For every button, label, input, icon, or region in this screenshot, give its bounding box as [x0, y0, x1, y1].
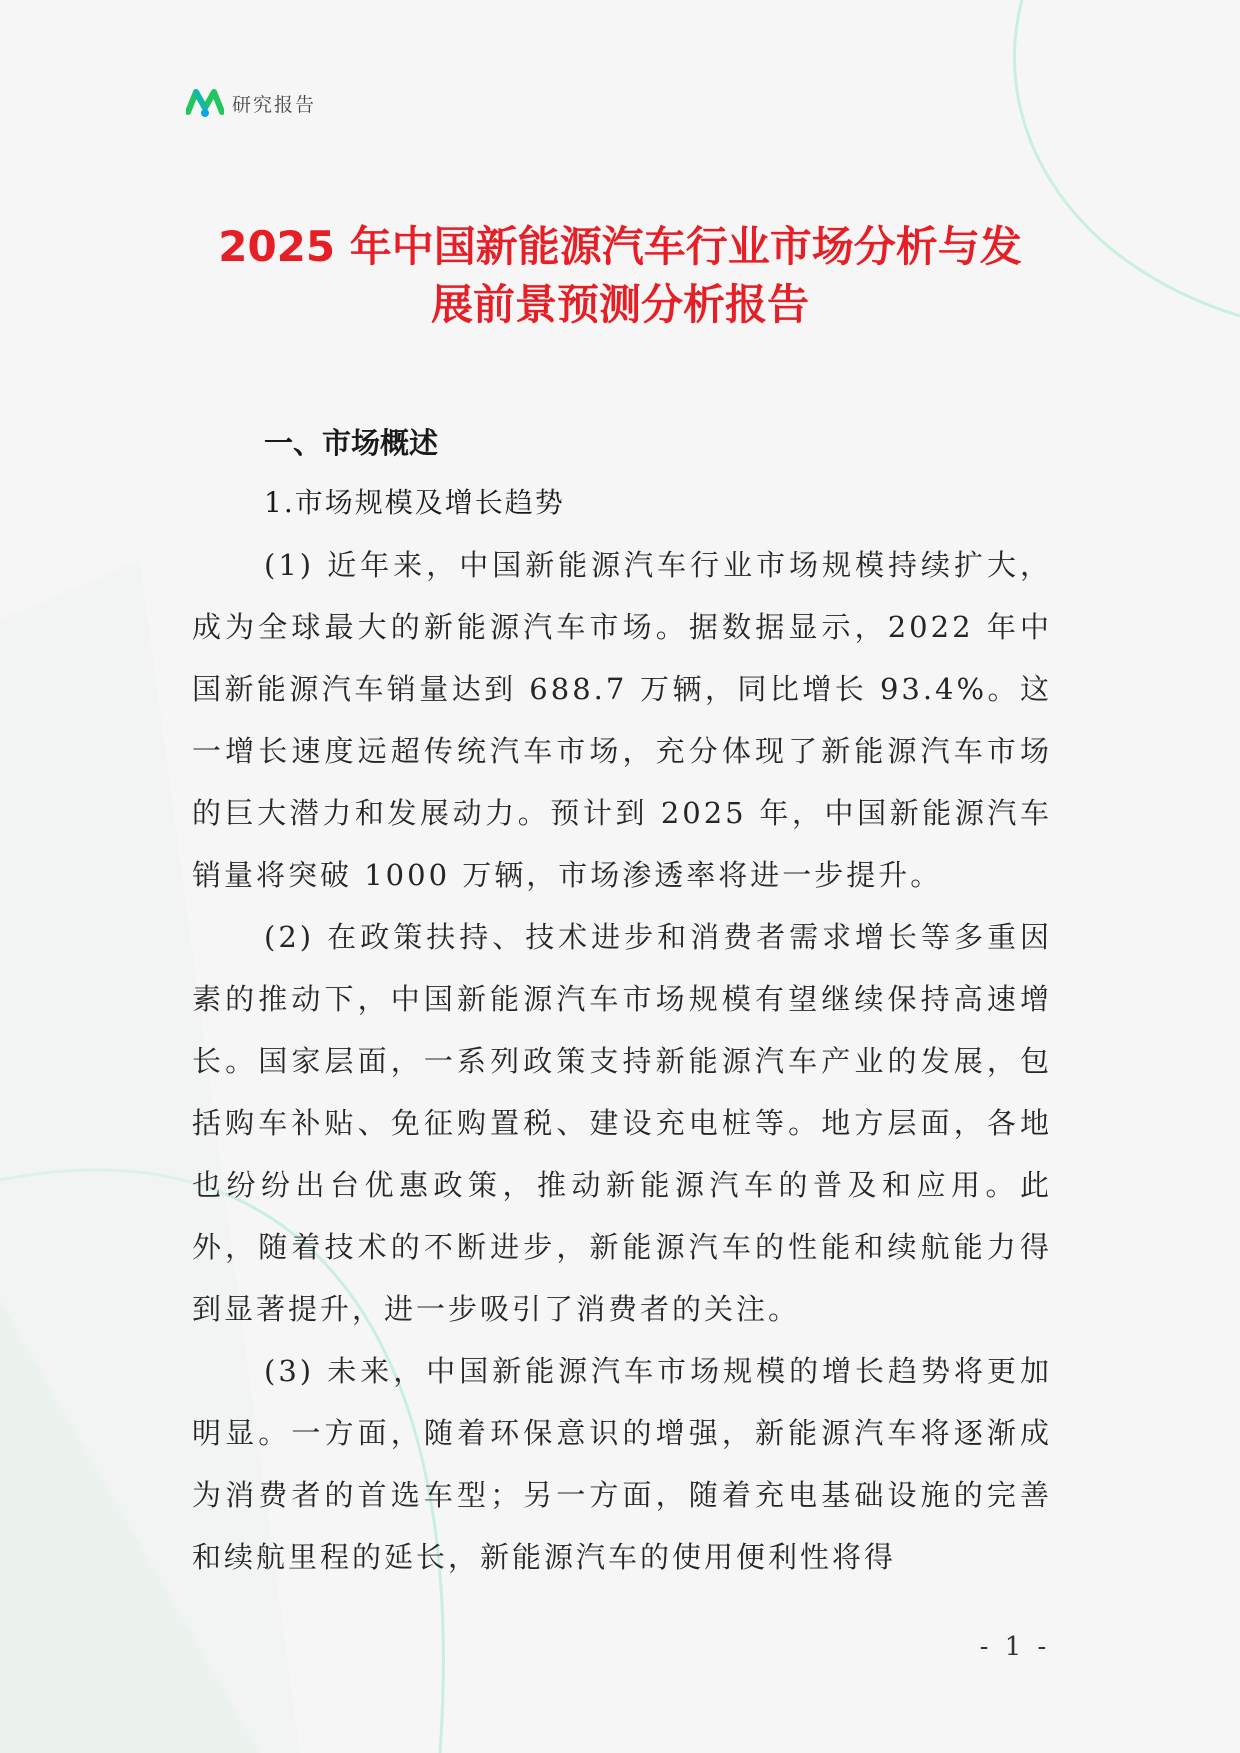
title-line-1: 2025 年中国新能源汽车行业市场分析与发: [218, 222, 1022, 271]
subsection-heading: 1.市场规模及增长趋势: [264, 486, 565, 519]
title-line-2: 展前景预测分析报告: [430, 280, 809, 329]
page-number: - 1 -: [979, 1632, 1051, 1662]
document-title: [150, 218, 1090, 334]
paragraph-2: (2) 在政策扶持、技术进步和消费者需求增长等多重因素的推动下，中国新能源汽车市场规模有望继续保持高速增长。国家层面，一系列政策支持新能源汽车产业的发展，包括购车补贴、免征购置税、建设充电桩等。地方层面，各地也纷纷出台优惠政策，推动新能源汽车的普及和应用。此外，随着技术的不断进步，新能源汽车的性能和续航能力得到显著提升，进一步吸引了消费者的关注。: [192, 920, 1052, 1326]
document-body: [192, 414, 1052, 1588]
report-logo-icon: [186, 86, 224, 120]
section-heading: 一、市场概述: [264, 426, 439, 460]
paragraph-3: (3) 未来，中国新能源汽车市场规模的增长趋势将更加明显。一方面，随着环保意识的增强，新能源汽车将逐渐成为消费者的首选车型；另一方面，随着充电基础设施的完善和续航里程的延长，新能源汽车的使用便利性将得: [192, 1354, 1052, 1574]
paragraph-1: (1) 近年来，中国新能源汽车行业市场规模持续扩大，成为全球最大的新能源汽车市场。据数据显示，2022 年中国新能源汽车销量达到 688.7 万辆，同比增长 93.4%。这一增长速度远超传统汽车市场，充分体现了新能源汽车市场的巨大潜力和发展动力。预计到 2025 年，中国新能源汽车销量将突破 1000 万辆，市场渗透率将进一步提升。: [192, 548, 1052, 892]
header-label: 研究报告: [232, 93, 317, 116]
page-header: [186, 86, 316, 120]
